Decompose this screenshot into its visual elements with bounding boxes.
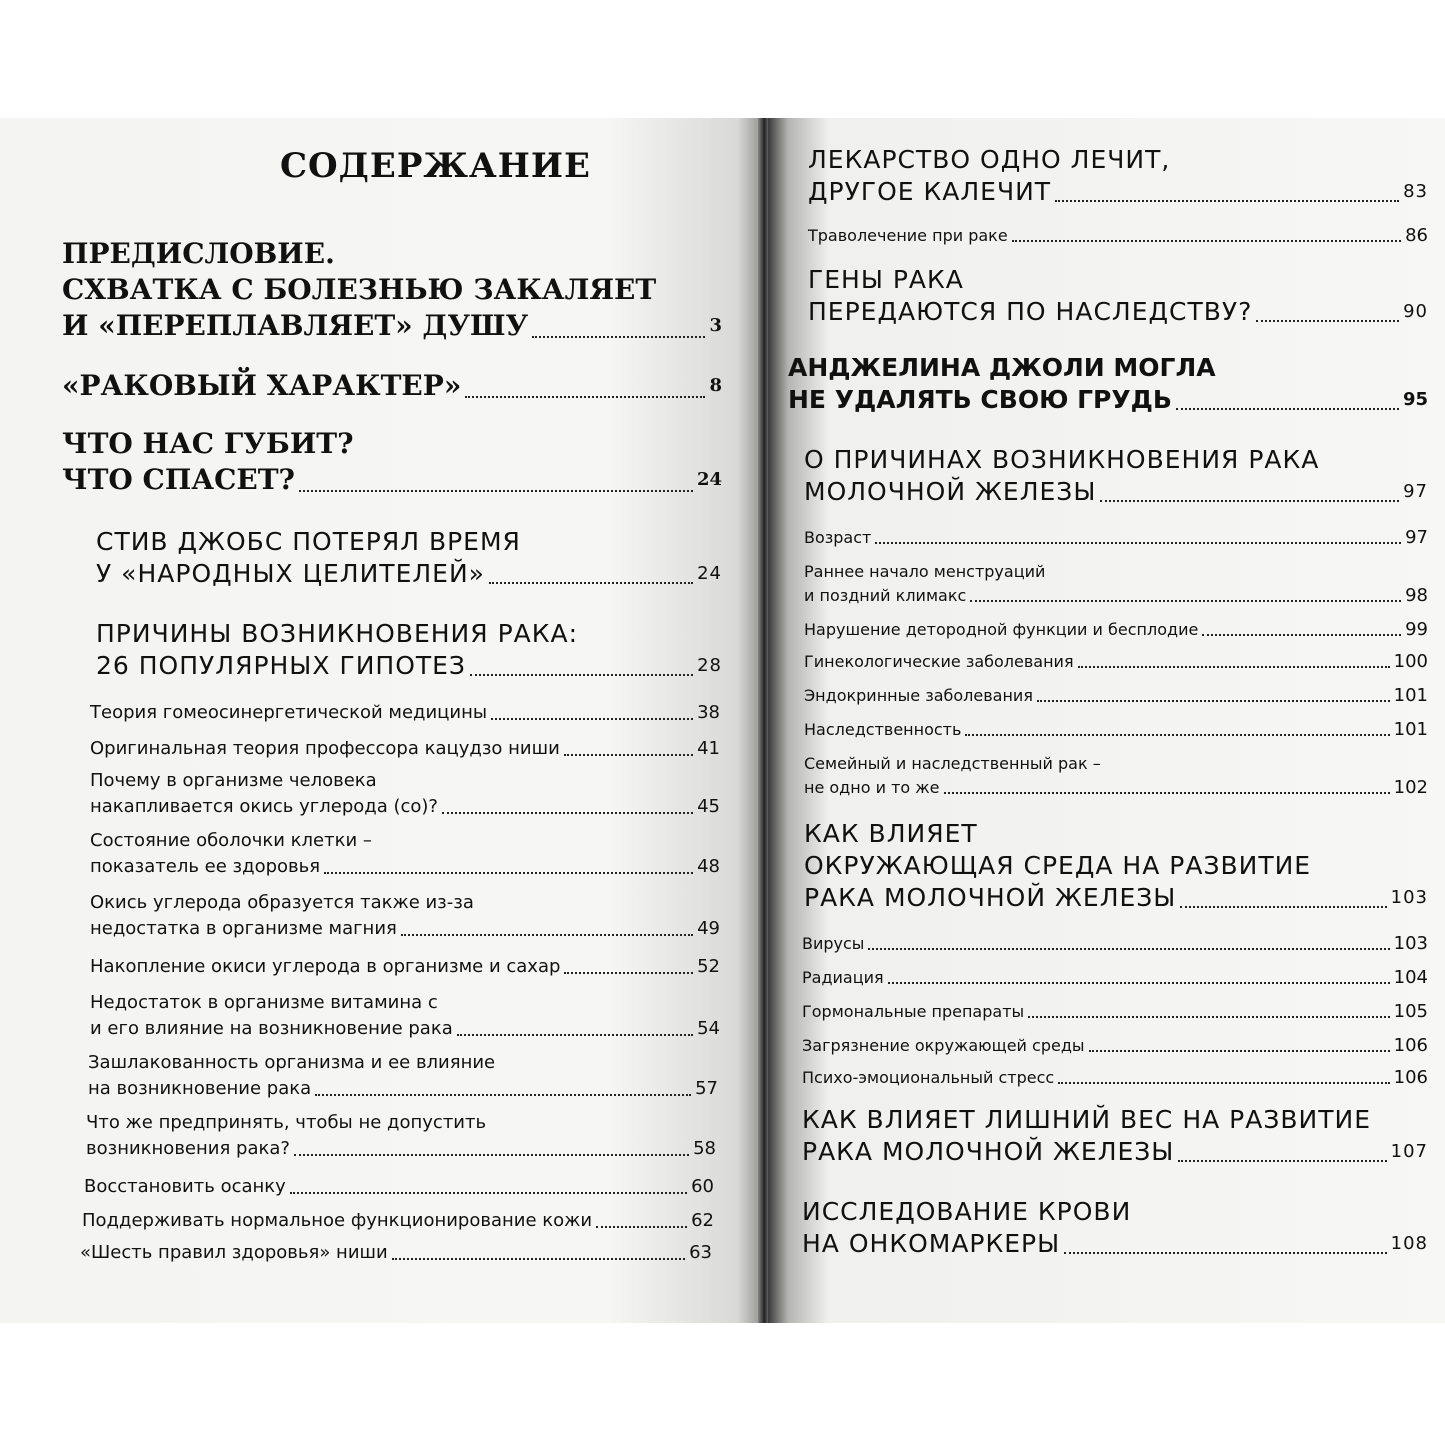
left-toc-entry <box>96 526 722 590</box>
dot-leader <box>1064 1252 1386 1254</box>
page-number: 103 <box>1393 933 1428 954</box>
toc-entry-line: Теория гомеосинергетической медицины <box>90 702 488 723</box>
left-toc-entry <box>90 954 720 980</box>
toc-entry-line: Семейный и наследственный рак – <box>804 754 1101 773</box>
toc-entry-line: «РАКОВЫЙ ХАРАКТЕР» <box>62 369 462 402</box>
page-number: 101 <box>1393 719 1428 740</box>
page-number: 24 <box>697 563 722 584</box>
toc-entry-last-line <box>808 296 1428 328</box>
toc-entry-line: Наследственность <box>804 720 962 739</box>
dot-leader <box>1012 240 1401 242</box>
toc-entry-last-line <box>90 854 720 880</box>
page-number: 105 <box>1393 1001 1428 1022</box>
toc-entry-line: Окись углерода образуется также из-за <box>90 892 474 913</box>
dot-leader <box>532 336 705 338</box>
right-toc-entry <box>802 1196 1428 1260</box>
left-toc-entry <box>90 890 720 942</box>
toc-entry-line: Недостаток в организме витамина с <box>90 992 438 1013</box>
toc-entry-line: Траволечение при раке <box>808 226 1008 245</box>
left-toc-entry <box>96 618 722 682</box>
toc-entry-line: Гормональные препараты <box>802 1002 1025 1021</box>
dot-leader <box>392 1258 685 1260</box>
page-number: 99 <box>1405 619 1428 640</box>
right-toc-entry <box>804 560 1428 608</box>
page-number: 28 <box>697 655 722 676</box>
dot-leader <box>970 600 1401 602</box>
toc-entry-last-line <box>804 882 1428 914</box>
toc-entry-last-line <box>90 954 720 980</box>
toc-entry-last-line <box>62 308 722 344</box>
right-toc-entry <box>802 1000 1428 1024</box>
page-number: 98 <box>1405 585 1428 606</box>
dot-leader <box>489 582 693 584</box>
toc-entry-last-line <box>804 684 1428 708</box>
right-toc-entry <box>804 650 1428 674</box>
right-toc-entry <box>802 932 1428 956</box>
dot-leader <box>1055 200 1399 202</box>
right-page <box>768 118 1445 1323</box>
left-toc-entry <box>86 1110 716 1162</box>
toc-entry-last-line <box>804 526 1428 550</box>
toc-entry-last-line <box>90 1016 720 1042</box>
page-number: 100 <box>1393 651 1428 672</box>
toc-entry-last-line <box>804 650 1428 674</box>
toc-entry-line: не одно и то же <box>804 778 940 797</box>
toc-entry-line: и его влияние на возникновение рака <box>90 1018 453 1039</box>
toc-entry-last-line <box>90 700 720 726</box>
toc-entry-line: Гинекологические заболевания <box>804 652 1074 671</box>
page-number: 86 <box>1405 225 1428 246</box>
left-toc-entry <box>88 1050 718 1102</box>
dot-leader <box>564 972 693 974</box>
page-number: 60 <box>691 1176 714 1197</box>
toc-entry-line: Зашлакованность организма и ее влияние <box>88 1052 496 1073</box>
toc-entry-line: ПРИЧИНЫ ВОЗНИКНОВЕНИЯ РАКА: <box>96 619 579 648</box>
toc-entry-last-line <box>802 1066 1428 1090</box>
dot-leader <box>868 948 1389 950</box>
toc-entry-line: ЧТО НАС ГУБИТ? <box>62 427 354 460</box>
dot-leader <box>1028 1016 1389 1018</box>
left-toc-entry <box>90 828 720 880</box>
toc-entry-line: ИССЛЕДОВАНИЕ КРОВИ <box>802 1197 1132 1226</box>
right-toc-entry <box>788 352 1428 416</box>
toc-entry-line: И «ПЕРЕПЛАВЛЯЕТ» ДУШУ <box>62 309 529 342</box>
toc-entry-last-line <box>88 1076 718 1102</box>
toc-entry-last-line <box>808 176 1428 208</box>
page-number: 104 <box>1393 967 1428 988</box>
page-number: 57 <box>695 1078 718 1099</box>
dot-leader <box>315 1094 691 1096</box>
dot-leader <box>1037 700 1390 702</box>
page-number: 102 <box>1393 777 1428 798</box>
left-toc-entry <box>90 736 720 762</box>
page-number: 24 <box>696 469 722 490</box>
toc-entry-line: и поздний климакс <box>804 586 967 605</box>
toc-entry-line: У «НАРОДНЫХ ЦЕЛИТЕЛЕЙ» <box>96 559 485 588</box>
toc-entry-line: Восстановить осанку <box>84 1176 286 1197</box>
toc-entry-line: КАК ВЛИЯЕТ ЛИШНИЙ ВЕС НА РАЗВИТИЕ <box>802 1105 1371 1134</box>
toc-title <box>280 146 591 186</box>
right-toc-entry <box>802 1104 1428 1168</box>
page-number: 48 <box>697 856 720 877</box>
toc-entry-last-line <box>788 384 1428 416</box>
dot-leader <box>1058 1082 1389 1084</box>
dot-leader <box>1089 1050 1390 1052</box>
dot-leader <box>596 1226 687 1228</box>
dot-leader <box>1176 408 1399 410</box>
toc-entry-line: НА ОНКОМАРКЕРЫ <box>802 1229 1061 1258</box>
left-toc-entry <box>90 990 720 1042</box>
toc-entry-line: показатель ее здоровья <box>90 856 321 877</box>
toc-entry-line: на возникновение рака <box>88 1078 312 1099</box>
right-toc-entry <box>804 618 1428 642</box>
toc-entry-last-line <box>62 462 722 498</box>
toc-entry-last-line <box>802 1136 1428 1168</box>
toc-entry-last-line <box>804 776 1428 800</box>
page-number: 107 <box>1390 1141 1428 1162</box>
toc-entry-line: Возраст <box>804 528 872 547</box>
page-number: 52 <box>697 956 720 977</box>
toc-entry-line: Нарушение детородной функции и бесплодие <box>804 620 1199 639</box>
toc-entry-last-line <box>96 650 722 682</box>
toc-entry-line: РАКА МОЛОЧНОЙ ЖЕЛЕЗЫ <box>802 1137 1175 1166</box>
toc-entry-line: ЛЕКАРСТВО ОДНО ЛЕЧИТ, <box>808 145 1171 174</box>
page-number: 3 <box>709 315 722 336</box>
toc-entry-line: Радиация <box>802 968 884 987</box>
page-number: 97 <box>1403 481 1428 502</box>
right-toc-entry <box>804 526 1428 550</box>
right-toc-entry <box>808 224 1428 248</box>
right-toc-entry <box>804 718 1428 742</box>
page-number: 38 <box>697 702 720 723</box>
dot-leader <box>324 872 693 874</box>
dot-leader <box>290 1192 687 1194</box>
toc-entry-last-line <box>86 1136 716 1162</box>
dot-leader <box>888 982 1390 984</box>
toc-entry-line: О ПРИЧИНАХ ВОЗНИКНОВЕНИЯ РАКА <box>804 445 1320 474</box>
dot-leader <box>965 734 1389 736</box>
toc-entry-last-line <box>90 736 720 762</box>
toc-entry-line: Эндокринные заболевания <box>804 686 1033 705</box>
page-number: 106 <box>1393 1067 1428 1088</box>
page-number: 41 <box>697 738 720 759</box>
dot-leader <box>1100 500 1399 502</box>
toc-entry-line: СТИВ ДЖОБС ПОТЕРЯЛ ВРЕМЯ <box>96 527 521 556</box>
dot-leader <box>1078 666 1390 668</box>
toc-entry-last-line <box>96 558 722 590</box>
left-toc-entry <box>62 426 722 498</box>
toc-entry-last-line <box>808 224 1428 248</box>
toc-entry-line: МОЛОЧНОЙ ЖЕЛЕЗЫ <box>804 477 1097 506</box>
toc-entry-line: Психо-эмоциональный стресс <box>802 1068 1055 1087</box>
toc-entry-line: ПЕРЕДАЮТСЯ ПО НАСЛЕДСТВУ? <box>808 297 1253 326</box>
toc-entry-line: Раннее начало менструаций <box>804 562 1046 581</box>
toc-entry-line: 26 ПОПУЛЯРНЫХ ГИПОТЕЗ <box>96 651 466 680</box>
page-number: 90 <box>1403 301 1428 322</box>
toc-entry-line: Оригинальная теория профессора кацудзо ниши <box>90 738 560 759</box>
toc-entry-line: Что же предпринять, чтобы не допустить <box>86 1112 487 1133</box>
toc-entry-line: Состояние оболочки клетки – <box>90 830 372 851</box>
dot-leader <box>457 1034 693 1036</box>
open-book <box>0 118 1445 1323</box>
page-number: 54 <box>697 1018 720 1039</box>
toc-entry-line: недостатка в организме магния <box>90 918 397 939</box>
toc-entry-line: НЕ УДАЛЯТЬ СВОЮ ГРУДЬ <box>788 385 1172 414</box>
toc-entry-line: ГЕНЫ РАКА <box>808 265 964 294</box>
right-toc-entry <box>802 966 1428 990</box>
dot-leader <box>1178 1160 1386 1162</box>
dot-leader <box>465 396 705 398</box>
right-toc-entry <box>804 684 1428 708</box>
right-toc-entry <box>804 818 1428 914</box>
left-toc-entry <box>62 368 722 404</box>
toc-entry-line: накапливается окись углерода (со)? <box>90 796 438 817</box>
page-number: 103 <box>1390 887 1428 908</box>
toc-entry-line: АНДЖЕЛИНА ДЖОЛИ МОГЛА <box>788 353 1216 382</box>
page-number: 8 <box>709 375 722 396</box>
dot-leader <box>564 754 693 756</box>
toc-entry-line: ЧТО СПАСЕТ? <box>62 463 295 496</box>
dot-leader <box>1180 906 1386 908</box>
dot-leader <box>1256 320 1399 322</box>
toc-entry-line: Поддерживать нормальное функционирование кожи <box>82 1210 593 1231</box>
right-toc-entry <box>804 752 1428 800</box>
toc-entry-last-line <box>804 618 1428 642</box>
page-number: 45 <box>697 796 720 817</box>
toc-entry-line: ОКРУЖАЮЩАЯ СРЕДА НА РАЗВИТИЕ <box>804 851 1312 880</box>
left-toc-entry <box>82 1208 714 1234</box>
page-number: 101 <box>1393 685 1428 706</box>
toc-entry-line: РАКА МОЛОЧНОЙ ЖЕЛЕЗЫ <box>804 883 1177 912</box>
page-number: 97 <box>1405 527 1428 548</box>
toc-entry-last-line <box>802 1000 1428 1024</box>
toc-entry-last-line <box>804 476 1428 508</box>
page-number: 63 <box>689 1242 712 1263</box>
right-toc-entry <box>802 1034 1428 1058</box>
dot-leader <box>401 934 693 936</box>
page-number: 49 <box>697 918 720 939</box>
toc-entry-line: КАК ВЛИЯЕТ <box>804 819 978 848</box>
toc-entry-line: ПРЕДИСЛОВИЕ. <box>62 237 335 270</box>
dot-leader <box>299 490 693 492</box>
right-toc-entry <box>808 144 1428 208</box>
toc-entry-last-line <box>802 966 1428 990</box>
page-number: 108 <box>1390 1233 1428 1254</box>
page-number: 62 <box>691 1210 714 1231</box>
toc-entry-last-line <box>802 1034 1428 1058</box>
toc-entry-last-line <box>62 368 722 404</box>
toc-entry-line: Вирусы <box>802 934 865 953</box>
toc-entry-last-line <box>802 1228 1428 1260</box>
toc-title-text: СОДЕРЖАНИЕ <box>280 146 591 186</box>
toc-entry-last-line <box>90 916 720 942</box>
dot-leader <box>1202 634 1401 636</box>
toc-entry-line: возникновения рака? <box>86 1138 290 1159</box>
page-number: 83 <box>1403 181 1428 202</box>
dot-leader <box>294 1154 689 1156</box>
dot-leader <box>491 718 693 720</box>
right-toc-entry <box>808 264 1428 328</box>
dot-leader <box>442 812 693 814</box>
toc-entry-last-line <box>90 794 720 820</box>
dot-leader <box>875 542 1401 544</box>
toc-entry-last-line <box>804 584 1428 608</box>
toc-entry-line: Накопление окиси углерода в организме и сахар <box>90 956 561 977</box>
toc-entry-last-line <box>84 1174 714 1200</box>
dot-leader <box>470 674 693 676</box>
page-number: 106 <box>1393 1035 1428 1056</box>
left-toc-entry <box>90 768 720 820</box>
toc-entry-last-line <box>82 1208 714 1234</box>
toc-entry-last-line <box>802 932 1428 956</box>
right-toc-entry <box>802 1066 1428 1090</box>
left-toc-entry <box>90 700 720 726</box>
toc-entry-line: «Шесть правил здоровья» ниши <box>80 1242 388 1263</box>
left-toc-entry <box>62 236 722 344</box>
toc-entry-line: Загрязнение окружающей среды <box>802 1036 1085 1055</box>
toc-entry-last-line <box>804 718 1428 742</box>
page-number: 95 <box>1402 389 1428 410</box>
toc-entry-line: ДРУГОЕ КАЛЕЧИТ <box>808 177 1052 206</box>
left-toc-entry <box>84 1174 714 1200</box>
right-toc-entry <box>804 444 1428 508</box>
toc-entry-last-line <box>80 1240 712 1266</box>
toc-entry-line: СХВАТКА С БОЛЕЗНЬЮ ЗАКАЛЯЕТ <box>62 273 657 306</box>
page-number: 58 <box>693 1138 716 1159</box>
left-toc-entry <box>80 1240 712 1266</box>
left-page <box>0 118 760 1323</box>
toc-entry-line: Почему в организме человека <box>90 770 377 791</box>
dot-leader <box>944 792 1390 794</box>
